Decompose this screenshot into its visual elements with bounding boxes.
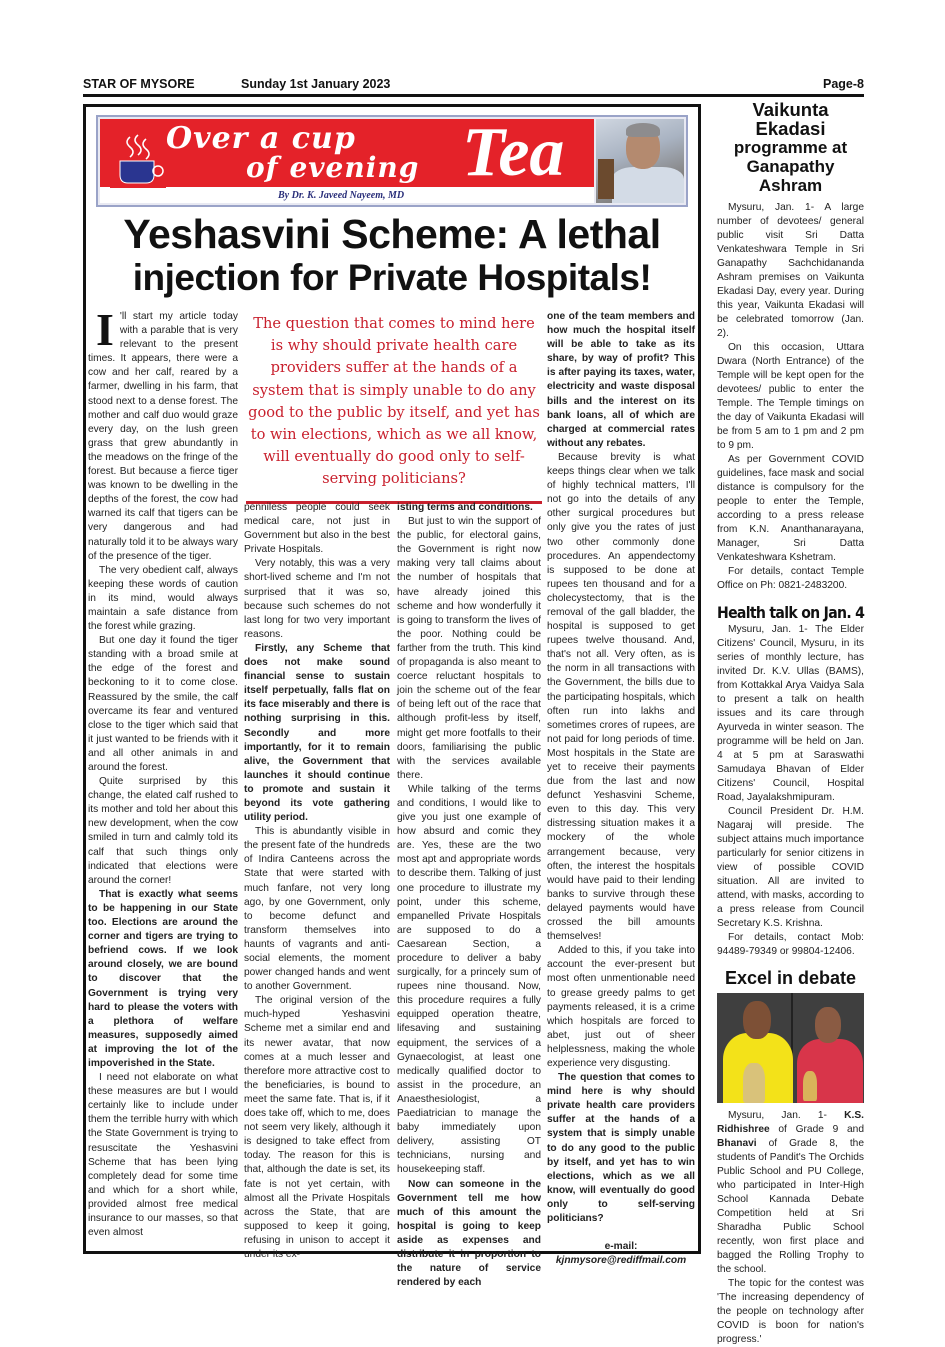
- text-span: of Grade 8, the students of Pandit's The Orchids Public School and PU College, who participated in Inter-High School Kannada Debate Competition held at Sri Sharadha Public School recently, won first place and bagged the Rolling Trophy to the school.: [717, 1138, 864, 1275]
- article-column-4: [547, 310, 695, 1268]
- email-label: e-mail:: [604, 1241, 638, 1253]
- paragraph: 'll start my article today with a parable that is very relevant to the present times. It appears, there were a cow and her calf, reared by a farmer, dwelling in his farm, that stood next to a dense forest. The mother and calf duo would graze every day, on the lush green grass that grew abundantly in the meadows on the fringe of the forest. But because a fierce tiger was known to be dwelling in the depths of the forest, the cow had warned its calf that tigers can be very dangerous and had naturally told it to be always wary of the presence of the tiger.: [88, 311, 238, 562]
- pull-quote: The question that comes to mind here is why should private health care providers suffer at the hands of a system that is simply unable to do any good to the public by itself, and yet has to win elections, which as we all know, will eventually do good only to self-serving politicians?: [248, 315, 540, 488]
- issue-date: Sunday 1st January 2023: [241, 77, 391, 91]
- student-name-2: Bhanavi: [717, 1138, 757, 1149]
- paragraph: Mysuru, Jan. 1- The Elder Citizens' Council, Mysuru, in its series of monthly lecture, has invited Dr. K.V. Ullas (BAMS), from Kottakkal Arya Vaidya Sala to present a talk on health issues and its care through Ayurveda in winter season. The programme will be held on Jan. 4 at 5 pm at Saraswathi Samudaya Bhavan of Elder Citizens' Council, Hospital Road, Jayalakshmipuram.: [717, 624, 864, 803]
- story3-headline: Excel in debate: [724, 968, 857, 988]
- paragraph: The very obedient calf, always keeping these words of caution in its mind, would always maintain a safe distance from the forest while grazing.: [88, 564, 238, 633]
- story1-headline-line3: Ganapathy Ashram: [746, 157, 835, 195]
- banner-title-line1: Over a cup: [166, 121, 356, 156]
- paragraph: Very notably, this was a very short-lived scheme and I'm not surprised that it was so, because such schemes do not last long for two very important reasons.: [244, 558, 390, 640]
- paragraph: Firstly, any Scheme that does not make sound financial sense to sustain itself perpetually, falls flat on its face miserably and there is nothing surprising in this. Secondly and more importantly, for it to remain alive, the Government that launches it should continue to promote and sustain it beyond its vote gathering utility period.: [244, 642, 390, 824]
- paragraph: Mysuru, Jan. 1- A large number of devotees/ general public visit Sri Datta Venkateshwara Temple in Sri Ganapathy Sachchidananda Ashram premises on Vaikunta Ekadasi Day, every year. During this year, Vaikunta Ekadasi will be celebrated tomorrow (Jan. 2).: [717, 202, 864, 339]
- headline-line2: injection for Private Hospitals!: [132, 257, 652, 298]
- paragraph: Because brevity is what keeps things clear when we talk of highly technical matters, I'll not go into the details of any other surgical procedures but only give you the rates of just two other commonly done procedures. An appendectomy is supposed to be done at rupees ten thousand and for a cholecystectomy, that is the removal of the gall bladder, the hospital is supposed to get rupees twelve thousand. And, that's not all. Very often, as is the norm in all transactions with the Government, the bills due to the participating hospitals, which often run into lakhs and sometimes crores of rupees, are not paid for long periods of time. Most hospitals in the State are yet to receive their payments due from the last and now defunct Yeshasvini Scheme, even to this day. This very distressing situation makes it a mockery of the whole arrangement because, very often, the interest the hospitals would have paid to their lending banks to survive through these delayed payments would have crossed the bill amounts themselves!: [547, 451, 695, 943]
- page-number: Page-8: [823, 77, 864, 91]
- paragraph: [717, 1109, 864, 1277]
- paragraph: Added to this, if you take into account the ever-present but most often unmentionable need to grease greedy palms to get payments released, it is a crime which hospitals are forced to abet, just out of sheer helplessness, making the whole experience very disgusting.: [547, 945, 695, 1069]
- paragraph: While talking of the terms and conditions, I would like to give you just one example of how absurd and comic they are. Yes, these are the two most apt and appropriate words to describe them. Talking of just one procedure to illustrate my point, under this scheme, empanelled Private Hospitals are supposed to do a Caesarean Section, a procedure to deliver a baby surgically, for a princely sum of rupees nine thousand. Now, this procedure requires a fully equipped operation theatre, lifesaving and sustaining equipment, the services of a Gynaecologist, at least one medically qualified doctor to assist in the procedure, an Anaesthesiologist, a Paediatrician to manage the baby immediately upon delivery, assisting OT technicians, nursing and housekeeping staff.: [397, 783, 541, 1176]
- paragraph: The original version of the much-hyped Yeshasvini Scheme met a similar end and its newer avatar, that now comes at a much lesser and therefore more attractive cost to the beneficiaries, is bound to meet the same fate. That is, if it does take off, which to me, does not seem very likely, although it is designed to take effect from today. The reason for this is that, although the date is set, its fate is not yet certain, with almost all the Private Hospitals across the State, that are supposed to keep it going, refusing in unison to accept it under its ex-: [244, 995, 390, 1260]
- tea-cup-icon: [110, 133, 170, 191]
- publication-name: STAR OF MYSORE: [83, 77, 195, 91]
- paragraph: Quite surprised by this change, the elated calf rushed to its mother and told her about this new development, when the cow smiled in turn and calmly told its calf that such things only indicated that elections were around the corner!: [88, 776, 238, 886]
- paragraph: On this occasion, Uttara Dwara (North Entrance) of the Temple will be kept open for the devotees/ public to enter the Temple. The Temple timings on the day of Vaikunta Ekadasi will be from 5 am to 1 pm and 2 pm to 9 pm.: [717, 342, 864, 451]
- paragraph: The question that comes to mind here is why should private health care providers suffer at the hands of a system that is simply unable to do any good to the public by itself, and yet has to win elections, which as we all know, will eventually do good only to self-serving politicians?: [547, 1072, 695, 1224]
- paragraph: isting terms and conditions.: [397, 502, 533, 513]
- paragraph: The topic for the contest was 'The increasing dependency of the people on technology after COVID is boon for nation's progress.': [717, 1278, 864, 1345]
- masthead-rule: [83, 94, 864, 97]
- paragraph: But one day it found the tiger standing with a broad smile at the edge of the forest and beckoning to it to come close. Reassured by the smile, the calf overcame its fear and ventured close to the tiger which said that it just wanted to be friends with it and all other animals in and around the forest.: [88, 635, 238, 773]
- paragraph: penniless people could seek medical care, not just in Government but also in the best Private Hospitals.: [244, 502, 390, 556]
- student-name-1: K.S. Ridhishree: [717, 1110, 864, 1135]
- article-column-2: [244, 501, 390, 1262]
- story1-headline-line1: Vaikunta Ekadasi: [752, 99, 829, 139]
- byline: By Dr. K. Javeed Nayeem, MD: [278, 190, 405, 201]
- dateline: Mysuru, Jan. 1-: [728, 1110, 827, 1121]
- article-column-3: [397, 501, 541, 1290]
- story2-headline: Health talk on Jan. 4: [717, 603, 865, 622]
- banner-title-line2: of evening: [246, 151, 420, 184]
- paragraph: I need not elaborate on what these measures are but I would certainly like to include under them the terrible hurry with which the State Government is trying to resuscitate the Yeshasvini Scheme that has been lying completely dead for some time and which for a short while, provided almost free medical insurance to our masses, so that even almost: [88, 1072, 238, 1239]
- headline-line1: Yeshasvini Scheme: A lethal: [123, 211, 661, 257]
- paragraph: But just to win the support of the public, for electoral gains, the Government is right now making very tall claims about the number of hospitals that have already joined this scheme and how wonderfully it is going to transform the lives of the poor. Nothing could be farther from the truth. This kind of propaganda is also meant to coerce reluctant hospitals to join the scheme out of the fear of being left out of the race that although profit-less by itself, might get more footfalls to their doors, familiarising the public with the services available there.: [397, 516, 541, 781]
- banner-title-tea: Tea: [462, 114, 565, 191]
- text-span: of Grade 9 and: [778, 1124, 864, 1135]
- article-box: [83, 104, 701, 1289]
- paragraph: That is exactly what seems to be happening in our State too. Elections are around the corner and tigers are trying to befriend cows. If we look around closely, we are bound to discover that the Government is trying very hard to please the voters with a plethora of welfare measures, supposedly aimed at improving the lot of the impoverished in the State.: [88, 888, 238, 1069]
- story1-headline-line2: programme at: [733, 138, 848, 157]
- paragraph: Council President Dr. H.M. Nagaraj will preside. The subject attains much importance particularly for senior citizens in view of possible COVID situation. All are invited to attend, with masks, according to a press release from Council Secretary K.S. Krishna.: [717, 806, 864, 929]
- paragraph: one of the team members and how much the hospital itself will be able to take as its share, by way of profit? This is after paying its taxes, water, electricity and waste disposal bills and the interest on its bank loans, all of which are charged at commercial rates without any rebates.: [547, 311, 695, 449]
- sidebar-news: [717, 100, 864, 1347]
- email-address: kjnmysore@rediffmail.com: [555, 1255, 687, 1267]
- paragraph: For details, contact Temple Office on Ph: 0821-2483200.: [717, 566, 864, 591]
- article-column-1: [88, 304, 238, 1240]
- author-photo: [596, 119, 684, 203]
- drop-cap: I: [96, 304, 114, 355]
- paragraph: This is abundantly visible in the present fate of the hundreds of Indira Canteens across the State that were started with much fanfare, not very long ago, by one Government, only to become defunct and transform themselves into haunts of vagrants and anti-social elements, the moment power changed hands and went to another Government.: [244, 826, 390, 993]
- column-banner: [96, 115, 688, 207]
- paragraph: Now can someone in the Government tell me how much of this amount the hospital is going to keep aside as expenses and distribute it in proportion to the nature of service rendered by each: [397, 1178, 541, 1289]
- paragraph: For details, contact Mob: 94489-79349 or 99804-12406.: [717, 932, 864, 957]
- paragraph: As per Government COVID guidelines, face mask and social distance is compulsory for the people to enter the Temple, according to a press release from K.N. Ananthanarayana, Manager, Sri Datta Venkateshwara Kshetram.: [717, 454, 864, 563]
- author-email-block: [547, 1240, 695, 1268]
- masthead: [83, 75, 864, 95]
- debate-winners-photo: [717, 993, 864, 1103]
